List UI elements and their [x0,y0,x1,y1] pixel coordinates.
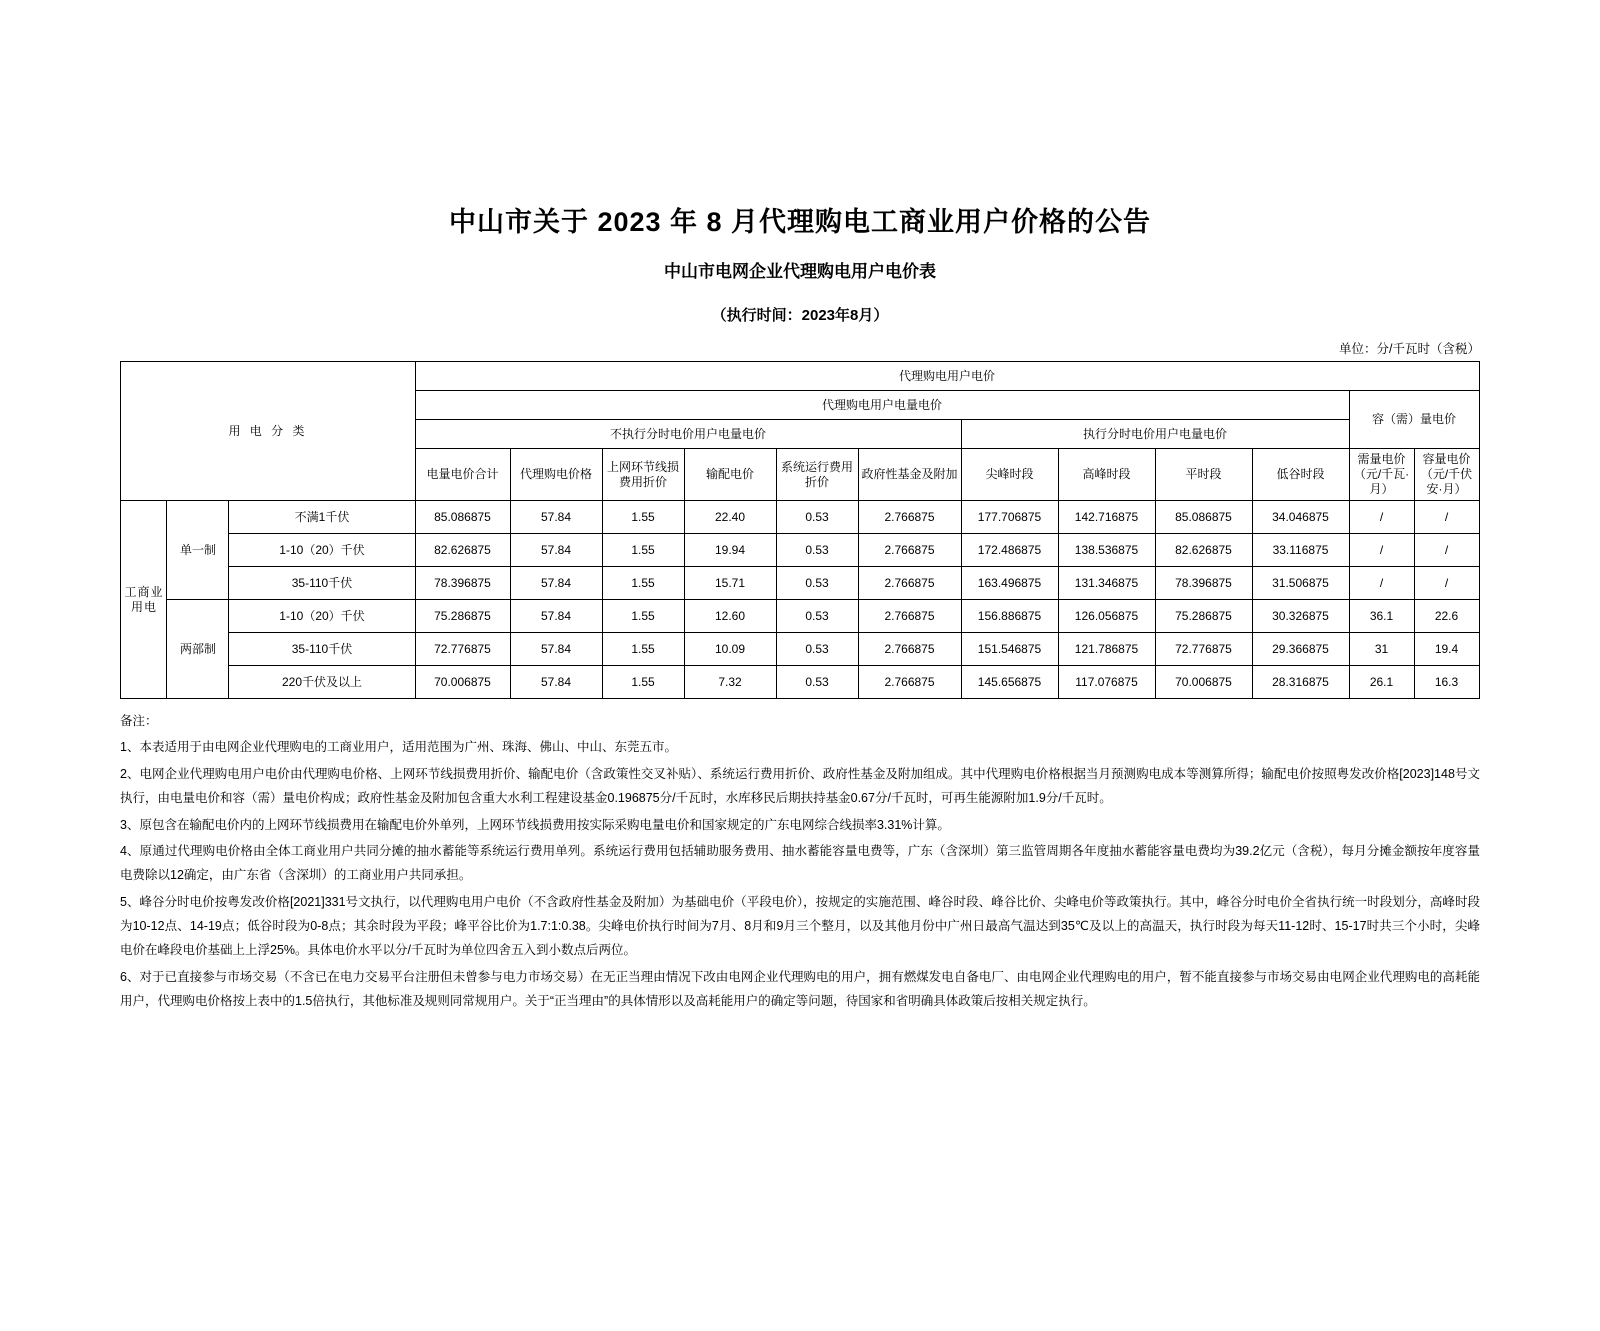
cell-gov: 2.766875 [858,534,961,567]
cell-flat: 85.086875 [1155,501,1252,534]
notes-label: 备注： [120,714,158,728]
cell-sharp: 145.656875 [961,666,1058,699]
cell-transmission: 7.32 [684,666,776,699]
cell-transmission: 12.60 [684,600,776,633]
cell-agent: 57.84 [510,501,602,534]
cell-transmission: 22.40 [684,501,776,534]
cell-lineloss: 1.55 [602,501,684,534]
notes-section [120,709,1480,1014]
table-row [121,633,1479,666]
document-page [0,200,1600,1331]
table-row [121,567,1479,600]
note-item: 5、峰谷分时电价按粤发改价格[2021]331号文执行，以代理购电用户电价（不含政府性基金及附加）为基础电价（平段电价），按规定的实施范围、峰谷时段、峰谷比价、尖峰电价等政策执行。其中，峰谷分时电价全省执行统一时段划分，高峰时段为10-12点、14-19点；低谷时段为0-8点；其余时段为平段；峰平谷比价为1.7:1:0.38。尖峰电价执行时间为7月、8月和9月三个整月，以及其他月份中广州日最高气温达到35℃及以上的高温天，执行时段为每天11-12时、15-17时共三个小时，尖峰电价在峰段电价基础上上浮25%。具体电价水平以分/千瓦时为单位四舍五入到小数点后两位。 [120,894,1480,958]
header-classification: 用 电 分 类 [121,362,415,501]
cell-lineloss: 1.55 [602,633,684,666]
header-gov-fund: 政府性基金及附加 [858,449,961,501]
cell-flat: 78.396875 [1155,567,1252,600]
cell-flat: 72.776875 [1155,633,1252,666]
cell-total: 78.396875 [415,567,510,600]
voltage-level: 35-110千伏 [229,567,415,600]
cell-flat: 75.286875 [1155,600,1252,633]
header-flat-period: 平时段 [1155,449,1252,501]
header-agent-price: 代理购电价格 [510,449,602,501]
note-item: 6、对于已直接参与市场交易（不含已在电力交易平台注册但未曾参与电力市场交易）在无正当理由情况下改由电网企业代理购电的用户，拥有燃煤发电自备电厂、由电网企业代理购电的用户，暂不能直接参与市场交易由电网企业代理购电的高耗能用户，代理购电价格按上表中的1.5倍执行，其他标准及规则同常规用户。关于“正当理由”的具体情形以及高耗能用户的确定等问题，待国家和省明确具体政策后按相关规定执行。 [120,969,1480,1009]
cell-capacity: / [1414,534,1479,567]
table-row [121,534,1479,567]
cell-agent: 57.84 [510,600,602,633]
header-group-tou: 执行分时电价用户电量电价 [961,420,1349,449]
cell-gov: 2.766875 [858,501,961,534]
cell-system: 0.53 [776,633,858,666]
cell-peak: 138.536875 [1058,534,1155,567]
header-group-capacity: 容（需）量电价 [1349,391,1479,449]
cell-agent: 57.84 [510,534,602,567]
header-peak-period: 高峰时段 [1058,449,1155,501]
cell-gov: 2.766875 [858,666,961,699]
cell-capacity: / [1414,501,1479,534]
cell-demand: / [1349,534,1414,567]
subgroup-label: 单一制 [167,501,229,600]
note-item: 1、本表适用于由电网企业代理购电的工商业用户，适用范围为广州、珠海、佛山、中山、东莞五市。 [120,740,677,755]
cell-valley: 31.506875 [1252,567,1349,600]
header-group-all: 代理购电用户电价 [415,362,1479,391]
cell-transmission: 15.71 [684,567,776,600]
cell-peak: 121.786875 [1058,633,1155,666]
table-row [121,600,1479,633]
cell-agent: 57.84 [510,666,602,699]
header-valley-period: 低谷时段 [1252,449,1349,501]
header-group-nontou: 不执行分时电价用户电量电价 [415,420,961,449]
cell-demand: 26.1 [1349,666,1414,699]
voltage-level: 不满1千伏 [229,501,415,534]
cell-demand: / [1349,501,1414,534]
table-header-row [121,362,1479,391]
cell-flat: 70.006875 [1155,666,1252,699]
cell-gov: 2.766875 [858,633,961,666]
cell-system: 0.53 [776,666,858,699]
cell-capacity: 22.6 [1414,600,1479,633]
cell-lineloss: 1.55 [602,534,684,567]
page-subtitle: 中山市电网企业代理购电用户电价表 [664,262,936,281]
cell-lineloss: 1.55 [602,666,684,699]
header-sharp-period: 尖峰时段 [961,449,1058,501]
cell-demand: / [1349,567,1414,600]
note-item: 2、电网企业代理购电用户电价由代理购电价格、上网环节线损费用折价、输配电价（含政策性交叉补贴）、系统运行费用折价、政府性基金及附加组成。其中代理购电价格根据当月预测购电成本等测算所得；输配电价按照粤发改价格[2023]148号文执行，由电量电价和容（需）量电价构成；政府性基金及附加包含重大水利工程建设基金0.196875分/千瓦时，水库移民后期扶持基金0.67分/千瓦时，可再生能源附加1.9分/千瓦时。 [120,766,1480,806]
cell-sharp: 156.886875 [961,600,1058,633]
cell-lineloss: 1.55 [602,567,684,600]
subgroup-label: 两部制 [167,600,229,699]
cell-flat: 82.626875 [1155,534,1252,567]
execution-period: （执行时间：2023年8月） [711,307,889,324]
cell-total: 72.776875 [415,633,510,666]
header-capacity-price: 容量电价（元/千伏安·月） [1414,449,1479,501]
cell-demand: 36.1 [1349,600,1414,633]
cell-total: 70.006875 [415,666,510,699]
voltage-level: 220千伏及以上 [229,666,415,699]
cell-total: 82.626875 [415,534,510,567]
cell-capacity: 16.3 [1414,666,1479,699]
header-demand-price: 需量电价（元/千瓦·月） [1349,449,1414,501]
table-row [121,666,1479,699]
cell-valley: 28.316875 [1252,666,1349,699]
cell-capacity: 19.4 [1414,633,1479,666]
cell-transmission: 10.09 [684,633,776,666]
voltage-level: 1-10（20）千伏 [229,534,415,567]
cell-sharp: 172.486875 [961,534,1058,567]
cell-peak: 126.056875 [1058,600,1155,633]
cell-sharp: 151.546875 [961,633,1058,666]
table-row [121,501,1479,534]
header-transmission: 输配电价 [684,449,776,501]
cell-system: 0.53 [776,501,858,534]
cell-lineloss: 1.55 [602,600,684,633]
header-line-loss: 上网环节线损费用折价 [602,449,684,501]
cell-transmission: 19.94 [684,534,776,567]
cell-sharp: 177.706875 [961,501,1058,534]
note-item: 3、原包含在输配电价内的上网环节线损费用在输配电价外单列，上网环节线损费用按实际采购电量电价和国家规定的广东电网综合线损率3.31%计算。 [120,817,950,832]
cell-valley: 34.046875 [1252,501,1349,534]
cell-sharp: 163.496875 [961,567,1058,600]
cell-demand: 31 [1349,633,1414,666]
cell-valley: 33.116875 [1252,534,1349,567]
cell-system: 0.53 [776,534,858,567]
cell-total: 85.086875 [415,501,510,534]
note-item: 4、原通过代理购电价格由全体工商业用户共同分摊的抽水蓄能等系统运行费用单列。系统运行费用包括辅助服务费用、抽水蓄能容量电费等，广东（含深圳）第三监管周期各年度抽水蓄能容量电费均为39.2亿元（含税），每月分摊金额按年度容量电费除以12确定，由广东省（含深圳）的工商业用户共同承担。 [120,843,1480,883]
cell-agent: 57.84 [510,633,602,666]
header-group-energy: 代理购电用户电量电价 [415,391,1349,420]
cell-total: 75.286875 [415,600,510,633]
cell-peak: 142.716875 [1058,501,1155,534]
cell-valley: 30.326875 [1252,600,1349,633]
header-system-fee: 系统运行费用折价 [776,449,858,501]
cell-capacity: / [1414,567,1479,600]
cell-system: 0.53 [776,600,858,633]
page-title: 中山市关于 2023 年 8 月代理购电工商业用户价格的公告 [448,207,1152,237]
cell-gov: 2.766875 [858,567,961,600]
voltage-level: 1-10（20）千伏 [229,600,415,633]
header-total: 电量电价合计 [415,449,510,501]
voltage-level: 35-110千伏 [229,633,415,666]
cell-agent: 57.84 [510,567,602,600]
row-group-label: 工商业用电 [121,501,167,699]
cell-system: 0.53 [776,567,858,600]
cell-gov: 2.766875 [858,600,961,633]
cell-peak: 117.076875 [1058,666,1155,699]
cell-peak: 131.346875 [1058,567,1155,600]
unit-note: 单位：分/千瓦时（含税） [1339,342,1480,356]
electricity-price-table [120,361,1479,699]
cell-valley: 29.366875 [1252,633,1349,666]
